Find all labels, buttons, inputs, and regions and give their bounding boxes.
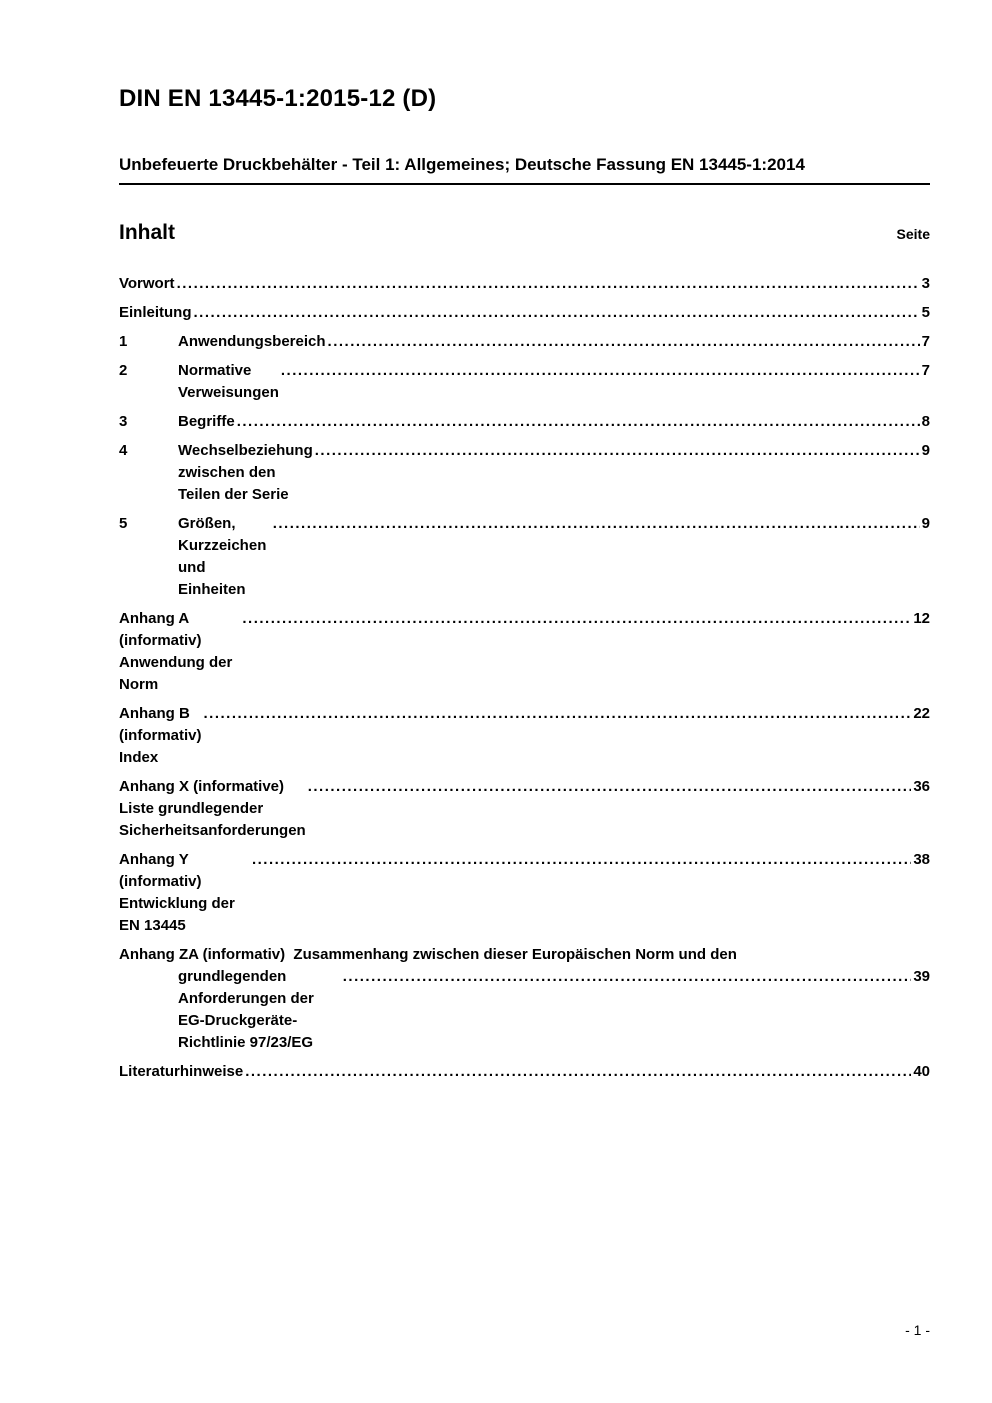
toc-entry-literaturhinweise[interactable] [119,1061,930,1083]
toc-entry-einleitung[interactable] [119,302,930,324]
toc-entry-label: Normative Verweisungen [178,362,279,401]
toc-entry-label: Wechselbeziehung zwischen den Teilen der Serie [178,442,317,503]
document-subtitle: Unbefeuerte Druckbehälter - Teil 1: Allgemeines; Deutsche Fassung EN 13445-1:2014 [119,154,930,185]
toc-entry-page: 7 [921,362,930,379]
dot-leader [308,776,912,798]
table-of-contents [119,273,930,1083]
toc-entry-page: 39 [913,968,930,985]
dot-leader [273,513,920,535]
toc-entry-number: 2 [119,362,128,379]
toc-entry-label: Anhang X (informative) Liste grundlegender Sicherheitsanforderungen [119,778,306,839]
toc-entry-page: 5 [921,304,930,321]
toc-entry-section-5[interactable] [119,513,930,601]
toc-entry-label: Einleitung [119,304,192,321]
dot-leader [204,703,912,725]
toc-header [119,221,930,245]
dot-leader [328,331,920,353]
toc-entry-number: 1 [119,333,128,350]
toc-entry-page: 22 [913,705,930,722]
dot-leader [237,411,920,433]
toc-entry-number: 4 [119,442,128,459]
dot-leader [343,966,912,988]
toc-entry-page: 7 [921,333,930,350]
toc-entry-page: 9 [921,442,930,459]
toc-entry-label: Literaturhinweise [119,1063,244,1080]
dot-leader [315,440,920,462]
document-title: DIN EN 13445-1:2015-12 (D) [119,85,437,112]
toc-entry-label: Größen, Kurzzeichen und Einheiten [178,515,271,598]
toc-entry-page: 38 [913,851,930,868]
dot-leader [281,360,920,382]
dot-leader [245,1061,911,1083]
dot-leader [194,302,920,324]
toc-entry-label-line2: grundlegenden Anforderungen der EG-Druckgeräte-Richtlinie 97/23/EG [178,968,319,1051]
toc-entry-page: 3 [921,275,930,292]
toc-entry-anhang-a[interactable] [119,608,930,696]
toc-entry-section-3[interactable] [119,411,930,433]
toc-entry-vorwort[interactable] [119,273,930,295]
toc-entry-label: Anhang A (informativ) Anwendung der Norm [119,610,237,693]
toc-entry-anhang-y[interactable] [119,849,930,937]
toc-entry-label: Vorwort [119,275,175,292]
toc-entry-anhang-za[interactable] [119,944,930,1054]
toc-entry-section-1[interactable] [119,331,930,353]
toc-entry-number: 5 [119,515,128,532]
toc-entry-anhang-b[interactable] [119,703,930,769]
toc-entry-page: 8 [921,413,930,430]
toc-entry-number: 3 [119,413,128,430]
toc-entry-page: 12 [913,610,930,627]
toc-entry-label-line1: Anhang ZA (informativ) Zusammenhang zwischen dieser Europäischen Norm und den [119,946,737,963]
toc-entry-page: 40 [913,1063,930,1080]
toc-entry-section-2[interactable] [119,360,930,404]
dot-leader [177,273,920,295]
toc-entry-label: Anhang Y (informativ) Entwicklung der EN 13445 [119,851,240,934]
toc-entry-label: Begriffe [178,413,235,430]
toc-entry-page: 9 [921,515,930,532]
toc-heading: Inhalt [119,221,175,244]
toc-page-column-label: Seite [896,226,930,242]
dot-leader [242,608,911,630]
toc-entry-label: Anwendungsbereich [178,333,326,350]
dot-leader [252,849,911,871]
page-number-footer: - 1 - [905,1322,930,1338]
toc-entry-label: Anhang B (informativ) Index [119,705,210,766]
toc-entry-section-4[interactable] [119,440,930,506]
toc-entry-page: 36 [913,778,930,795]
toc-entry-anhang-x[interactable] [119,776,930,842]
